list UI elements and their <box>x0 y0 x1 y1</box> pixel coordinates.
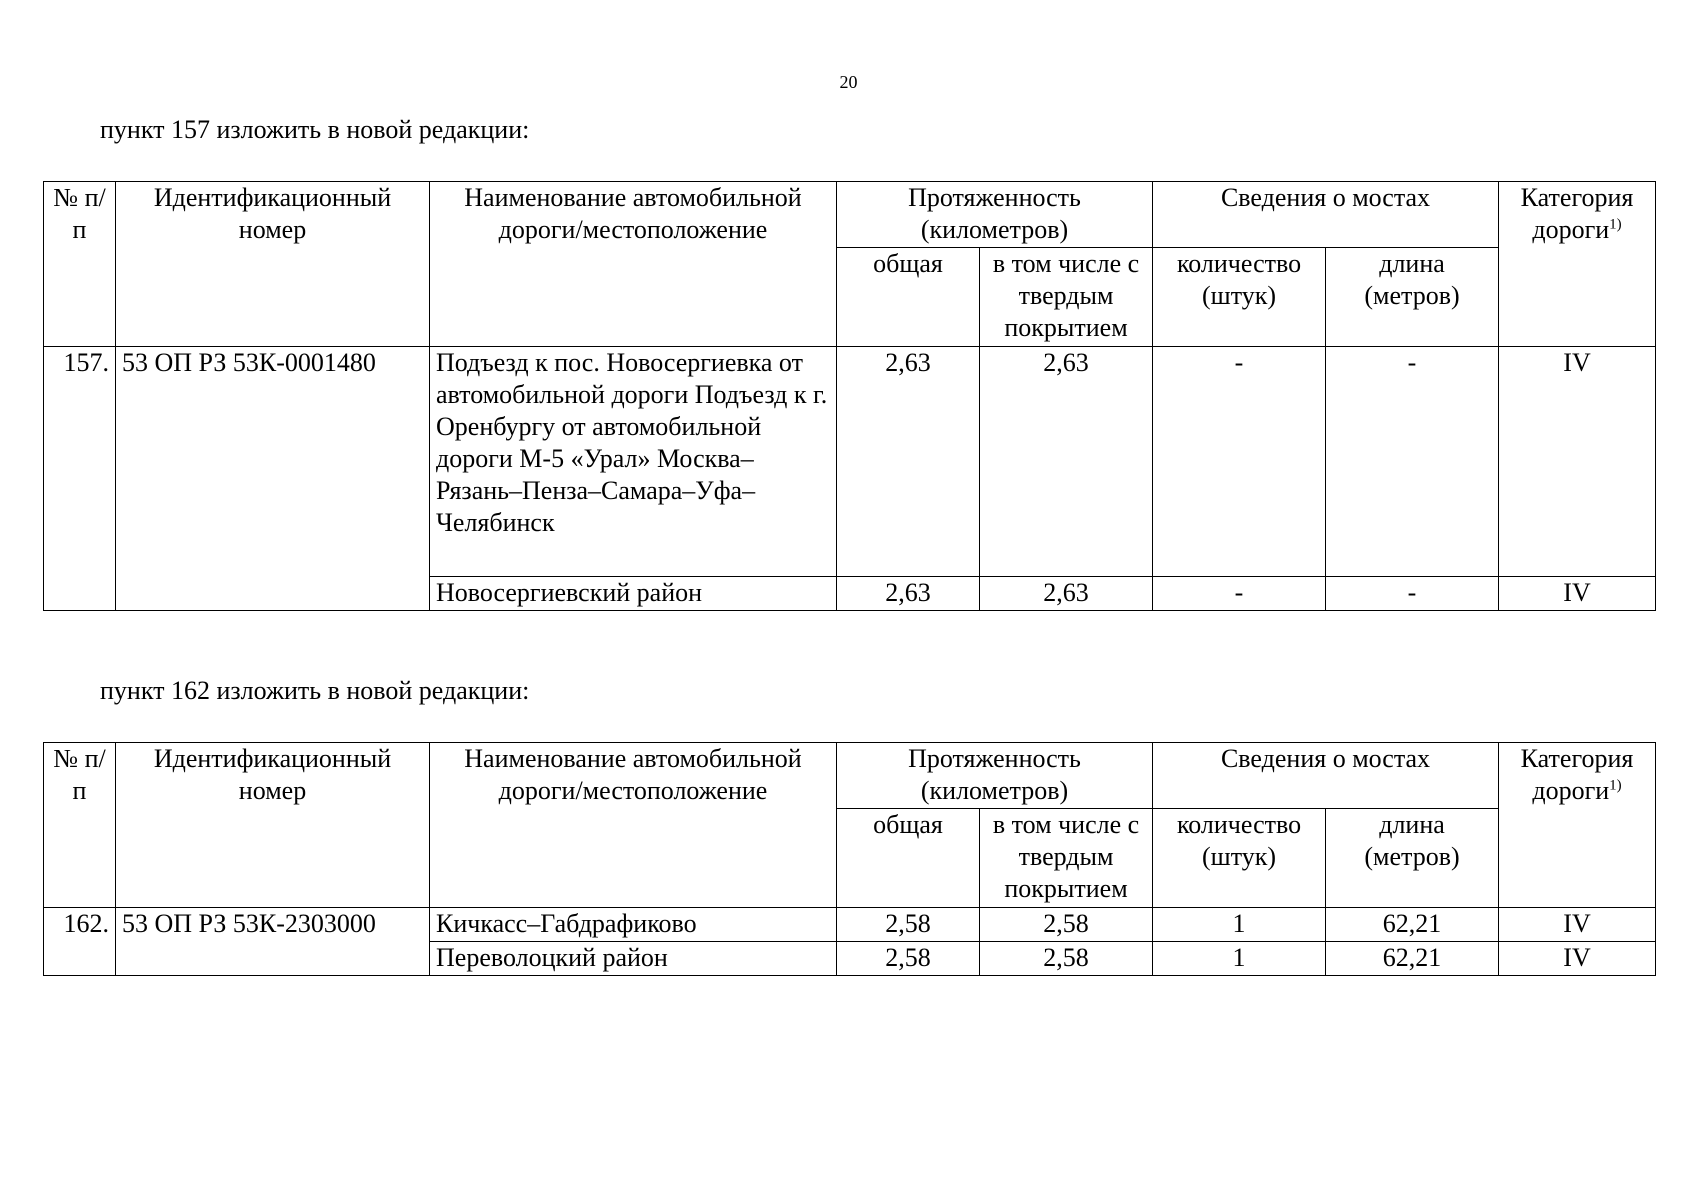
length-hard: 2,58 <box>980 908 1153 942</box>
header-id: Идентификационный номер <box>116 743 430 908</box>
instruction-text: пункт 157 изложить в новой редакции: <box>100 115 530 144</box>
bridges-count: 1 <box>1153 942 1326 976</box>
row-number: 162. <box>44 908 116 976</box>
road-category: IV <box>1499 347 1656 577</box>
road-id: 53 ОП РЗ 53К-0001480 <box>116 347 430 611</box>
bridges-length: 62,21 <box>1326 908 1499 942</box>
header-id: Идентификационный номер <box>116 182 430 347</box>
road-name: Кичкасс–Габдрафиково <box>430 908 837 942</box>
footnote-marker: 1) <box>1609 216 1622 233</box>
road-table <box>43 742 1656 976</box>
district-name: Новосергиевский район <box>430 577 837 611</box>
bridges-count: 1 <box>1153 908 1326 942</box>
header-length-hard: в том числе с твердым покрытием <box>980 809 1153 908</box>
header-num: № п/п <box>44 182 116 347</box>
header-bridges-count: количество (штук) <box>1153 248 1326 347</box>
header-length-total: общая <box>837 248 980 347</box>
table-row <box>44 347 1656 577</box>
header-name: Наименование автомобильной дороги/местоположение <box>430 182 837 347</box>
header-length-hard: в том числе с твердым покрытием <box>980 248 1153 347</box>
district-name: Переволоцкий район <box>430 942 837 976</box>
bridges-count: - <box>1153 347 1326 577</box>
bridges-count: - <box>1153 577 1326 611</box>
header-name: Наименование автомобильной дороги/местоположение <box>430 743 837 908</box>
header-category-label: Категория дороги <box>1520 744 1634 805</box>
page-number: 20 <box>839 72 858 92</box>
header-bridges-length: длина (метров) <box>1326 809 1499 908</box>
length-hard: 2,58 <box>980 942 1153 976</box>
header-length-group: Протяженность (километров) <box>837 182 1153 248</box>
header-bridges-group: Сведения о мостах <box>1153 182 1499 248</box>
length-total: 2,58 <box>837 942 980 976</box>
header-num: № п/п <box>44 743 116 908</box>
road-id: 53 ОП РЗ 53К-2303000 <box>116 908 430 976</box>
bridges-length: 62,21 <box>1326 942 1499 976</box>
bridges-length: - <box>1326 577 1499 611</box>
instruction-text: пункт 162 изложить в новой редакции: <box>100 676 530 705</box>
road-name: Подъезд к пос. Новосергиевка от автомобильной дороги Подъезд к г. Оренбургу от автомобильной дороги М-5 «Урал» Москва–Рязань–Пенза–Самара–Уфа–Челябинск <box>430 347 837 577</box>
header-category <box>1499 182 1656 347</box>
road-category: IV <box>1499 577 1656 611</box>
length-total: 2,58 <box>837 908 980 942</box>
road-table <box>43 181 1656 611</box>
bridges-length: - <box>1326 347 1499 577</box>
road-category: IV <box>1499 908 1656 942</box>
header-category <box>1499 743 1656 908</box>
length-hard: 2,63 <box>980 577 1153 611</box>
length-total: 2,63 <box>837 577 980 611</box>
row-number: 157. <box>44 347 116 611</box>
header-bridges-length: длина (метров) <box>1326 248 1499 347</box>
header-category-label: Категория дороги <box>1520 183 1634 244</box>
length-total: 2,63 <box>837 347 980 577</box>
header-length-group: Протяженность (километров) <box>837 743 1153 809</box>
length-hard: 2,63 <box>980 347 1153 577</box>
header-length-total: общая <box>837 809 980 908</box>
road-category: IV <box>1499 942 1656 976</box>
footnote-marker: 1) <box>1609 777 1622 794</box>
table-row <box>44 908 1656 942</box>
header-bridges-group: Сведения о мостах <box>1153 743 1499 809</box>
header-bridges-count: количество (штук) <box>1153 809 1326 908</box>
